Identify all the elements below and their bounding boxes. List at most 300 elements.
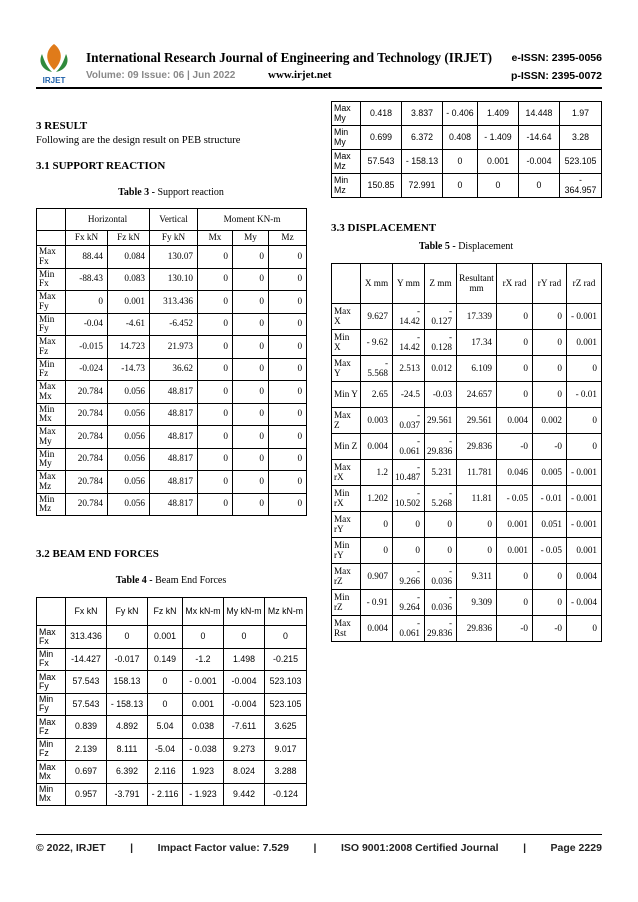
table-cell: - 0.001 [183,671,224,694]
table-cell: 36.62 [150,358,198,381]
table-cell: 0 [533,564,567,590]
row-label: Min Mz [332,174,361,198]
row-label: Min Fx [37,648,66,671]
table-cell: 0 [361,512,393,538]
table-cell: 6.372 [402,126,443,150]
table-row [37,358,307,381]
row-label: Min Fx [37,268,66,291]
row-label: Max rY [332,512,361,538]
table-cell: 48.817 [150,426,198,449]
table-cell: -6.452 [150,313,198,336]
table-cell: -0 [497,616,533,642]
table-cell: 0 [233,471,269,494]
table-row [37,626,307,649]
table-cell: - 0.01 [567,382,602,408]
table-row [37,471,307,494]
table-cell: 0.038 [183,716,224,739]
table-row [37,716,307,739]
table-cell: 6.392 [107,761,148,784]
table-cell: 0 [233,426,269,449]
table-cell: - 0.406 [443,102,478,126]
column-header: Mx kN-m [183,598,224,626]
table-cell: 0 [497,304,533,330]
column-header: Fy kN [107,598,148,626]
table-row [37,493,307,516]
table-cell: 29.561 [457,408,497,434]
table-cell: 20.784 [66,426,108,449]
table-cell: 0 [425,512,457,538]
subheading-beam-end-forces: 3.2 BEAM END FORCES [36,548,159,560]
beam-end-forces-table [36,597,307,806]
table-cell: 14.448 [519,102,560,126]
table-cell: - 9.62 [361,330,393,356]
table-cell: 0 [497,590,533,616]
table-cell: 0.149 [148,648,183,671]
row-label: Max Mz [332,150,361,174]
table-cell: 523.103 [265,671,307,694]
table-cell: 0.001 [497,538,533,564]
row-label: Max Mx [37,761,66,784]
table-cell: 0.056 [108,493,150,516]
table-cell: 0 [233,381,269,404]
table-row [332,174,602,198]
table-cell: 0 [198,403,233,426]
table-cell: - 10.487 [393,460,425,486]
table-row [37,738,307,761]
column-header: Fx kN [66,598,107,626]
row-label: Max Z [332,408,361,434]
table-row [332,434,602,460]
table-row [37,403,307,426]
table-cell: 0 [497,382,533,408]
table-cell: 0.001 [497,512,533,538]
table-cell: 0.408 [443,126,478,150]
table-cell: 158.13 [107,671,148,694]
table-cell: 11.781 [457,460,497,486]
row-label: Min Y [332,382,361,408]
table-cell: 29.561 [425,408,457,434]
row-label: Max Mx [37,381,66,404]
table-cell: 0 [183,626,224,649]
table-cell: 0 [393,512,425,538]
table-cell: 0.001 [148,626,183,649]
table-cell: -14.73 [108,358,150,381]
table-cell: 0 [457,512,497,538]
table-cell: 0 [198,426,233,449]
table-cell: 8.024 [224,761,265,784]
table-cell: - 0.061 [393,616,425,642]
table-cell: 0.084 [108,246,150,269]
table-row [332,512,602,538]
table-row [332,590,602,616]
table-cell: 0.056 [108,381,150,404]
table-cell: 0 [269,336,307,359]
table-cell: 3.288 [265,761,307,784]
table-cell: -1.2 [183,648,224,671]
table-cell: 9.017 [265,738,307,761]
table-cell: - 0.061 [393,434,425,460]
table-cell: 0.004 [567,564,602,590]
table-cell: 0 [533,356,567,382]
table-cell: 0 [567,356,602,382]
table-cell: 0 [567,616,602,642]
table-cell: -0.004 [519,150,560,174]
table-cell: -0.03 [425,382,457,408]
table3-caption: Table 3 - Support reaction [118,187,224,198]
column-header: Resultant mm [457,264,497,304]
table-cell: 0.003 [361,408,393,434]
table-cell: 0 [457,538,497,564]
table-cell: 9.273 [224,738,265,761]
table-cell: 5.04 [148,716,183,739]
table-cell: -5.04 [148,738,183,761]
table-cell: 2.513 [393,356,425,382]
table-cell: - 0.001 [567,486,602,512]
table-cell: - 1.923 [183,783,224,806]
table-cell: 20.784 [66,471,108,494]
table-cell: 0 [198,246,233,269]
table-cell: 0 [533,304,567,330]
support-reaction-table [36,208,307,516]
table-cell: 0.004 [497,408,533,434]
table-cell: - 2.116 [148,783,183,806]
row-label: Max Rst [332,616,361,642]
table-cell: -0.124 [265,783,307,806]
table-cell: 0 [269,471,307,494]
table-cell: -0 [533,616,567,642]
table-cell: - 1.409 [478,126,519,150]
table-cell: 9.311 [457,564,497,590]
table-row [332,486,602,512]
table-cell: -4.61 [108,313,150,336]
table-row [332,102,602,126]
row-label: Max My [332,102,361,126]
section-heading-result: 3 RESULT [36,120,88,132]
table-cell: 0 [265,626,307,649]
table-cell: 0.001 [108,291,150,314]
table-cell: 0 [269,448,307,471]
table-cell: 313.436 [150,291,198,314]
table-cell: 24.657 [457,382,497,408]
table-cell: 0.957 [66,783,107,806]
table-cell: - 0.05 [497,486,533,512]
table-cell: 17.339 [457,304,497,330]
table-cell: 1.2 [361,460,393,486]
journal-website: www.irjet.net [268,69,332,81]
table-cell: 48.817 [150,381,198,404]
column-header: Mz kN-m [265,598,307,626]
table-cell: -88.43 [66,268,108,291]
beam-end-forces-table-continued [331,101,602,198]
table-cell: 0.083 [108,268,150,291]
table-cell: -0.017 [107,648,148,671]
table-cell: -0 [533,434,567,460]
table-cell: 0 [533,330,567,356]
row-label: Max rX [332,460,361,486]
table-cell: -14.427 [66,648,107,671]
table-cell: - 0.91 [361,590,393,616]
table-cell: 57.543 [66,693,107,716]
impact-factor: Impact Factor value: 7.529 [157,842,289,854]
table-cell: - 0.038 [183,738,224,761]
table-cell: - 0.05 [533,538,567,564]
table-cell: 0.418 [361,102,402,126]
row-label: Min Z [332,434,361,460]
table-cell: 1.409 [478,102,519,126]
table-cell: - 0.128 [425,330,457,356]
table-cell: 0 [107,626,148,649]
table-cell: - 14.42 [393,304,425,330]
table-cell: 48.817 [150,403,198,426]
table-cell: 0 [269,291,307,314]
row-label: Min Fy [37,693,66,716]
copyright: © 2022, IRJET [36,842,106,854]
journal-title: International Research Journal of Engineering and Technology (IRJET) [86,50,493,65]
table-cell: 0.697 [66,761,107,784]
table-cell: 0 [198,313,233,336]
table-cell: -24.5 [393,382,425,408]
table-cell: 0 [198,358,233,381]
table-cell: 3.28 [560,126,602,150]
table-cell: 0.002 [533,408,567,434]
table-cell: - 0.001 [567,512,602,538]
table-row [37,381,307,404]
table-cell: -0 [497,434,533,460]
table-row [37,448,307,471]
table-cell: 0.005 [533,460,567,486]
table-cell: 20.784 [66,448,108,471]
table-cell: 8.111 [107,738,148,761]
row-label: Min My [37,448,66,471]
table-cell: - 158.13 [402,150,443,174]
column-header: Z mm [425,264,457,304]
table-cell: 1.498 [224,648,265,671]
result-paragraph: Following are the design result on PEB structure [36,135,241,146]
table-row [332,304,602,330]
table5-caption: Table 5 - Displacement [418,241,514,252]
eissn: e-ISSN: 2395-0056 [511,52,602,64]
table-cell: 0 [198,268,233,291]
table-cell: 0 [233,268,269,291]
row-label: Max Mz [37,471,66,494]
row-label: Max Fy [37,291,66,314]
row-label: Min Mx [37,403,66,426]
table-row [37,648,307,671]
column-header: Y mm [393,264,425,304]
table-cell: -0.004 [224,671,265,694]
table-cell: - 29.836 [425,434,457,460]
table-cell: -0.004 [224,693,265,716]
table-cell: 130.10 [150,268,198,291]
table-cell: 6.109 [457,356,497,382]
table-row [332,564,602,590]
pissn: p-ISSN: 2395-0072 [510,70,602,82]
table-row [37,761,307,784]
table-cell: - 0.004 [567,590,602,616]
column-header: rY rad [533,264,567,304]
table-row [332,330,602,356]
table-row [37,783,307,806]
table-cell: 57.543 [66,671,107,694]
table-cell: - 0.001 [567,460,602,486]
table-cell: - 0.01 [533,486,567,512]
table-cell: 0 [269,268,307,291]
table-row [332,382,602,408]
table-cell: 0 [233,493,269,516]
row-label: Min rX [332,486,361,512]
group-header: Vertical [150,209,198,231]
table-row [332,408,602,434]
table-cell: 2.116 [148,761,183,784]
row-label: Min Fy [37,313,66,336]
table-cell: 0 [533,382,567,408]
table-cell: - 10.502 [393,486,425,512]
table-cell: 57.543 [361,150,402,174]
table-row [37,336,307,359]
table-cell: 0 [233,291,269,314]
table-cell: 0 [269,313,307,336]
table-cell: 0.012 [425,356,457,382]
table-row [37,246,307,269]
table-cell: 0 [198,381,233,404]
table-cell: - 5.568 [361,356,393,382]
table-cell: 0 [269,426,307,449]
table-cell: 0 [269,381,307,404]
table-cell: 0 [478,174,519,198]
iso-certification: ISO 9001:2008 Certified Journal [340,842,499,854]
table-cell: - 5.268 [425,486,457,512]
table-cell: - 0.037 [393,408,425,434]
table-row [37,671,307,694]
column-header: My [233,231,269,246]
table-cell: 0 [269,403,307,426]
table-cell: 0 [361,538,393,564]
table-cell: -0.215 [265,648,307,671]
table-cell: 1.97 [560,102,602,126]
table-cell: 0 [533,590,567,616]
table-cell: 0.839 [66,716,107,739]
table-cell: - 0.127 [425,304,457,330]
table-cell: 0 [233,403,269,426]
table-cell: 0 [233,246,269,269]
table-cell: - 0.001 [567,304,602,330]
table-cell: 0.004 [361,616,393,642]
row-label: Min Fz [37,358,66,381]
table-cell: 0.907 [361,564,393,590]
table-cell: 0 [269,493,307,516]
table-cell: 0 [393,538,425,564]
table-cell: 0.699 [361,126,402,150]
table-cell: 0.001 [478,150,519,174]
table-cell: 0 [233,358,269,381]
table-cell: -0.015 [66,336,108,359]
table-cell: 21.973 [150,336,198,359]
table-row [332,150,602,174]
row-label: Min My [332,126,361,150]
table-cell: 0 [148,671,183,694]
row-label: Min X [332,330,361,356]
displacement-table [331,263,602,642]
table-cell: -0.024 [66,358,108,381]
table-row [332,356,602,382]
table-cell: 0.051 [533,512,567,538]
column-header: X mm [361,264,393,304]
table-cell: -14.64 [519,126,560,150]
page-footer: © 2022, IRJET | Impact Factor value: 7.529 | ISO 9001:2008 Certified Journal | Page 2229 [36,842,602,854]
table-cell: 0 [198,448,233,471]
table-cell: 0 [497,356,533,382]
table-row [37,268,307,291]
row-label: Max X [332,304,361,330]
column-header: My kN-m [224,598,265,626]
table-row [332,538,602,564]
table-cell: 0.056 [108,448,150,471]
page-number: Page 2229 [550,842,602,854]
table-cell: 9.627 [361,304,393,330]
column-header: rZ rad [567,264,602,304]
table-cell: 3.625 [265,716,307,739]
irjet-logo-icon [36,40,72,86]
row-label: Max Fz [37,336,66,359]
table-cell: 48.817 [150,493,198,516]
table-cell: 5.231 [425,460,457,486]
table-cell: -7.611 [224,716,265,739]
row-label: Min rY [332,538,361,564]
table-cell: 0 [198,493,233,516]
row-label: Min Fz [37,738,66,761]
row-label: Max Fz [37,716,66,739]
table-cell: 72.991 [402,174,443,198]
table-row [37,426,307,449]
table-cell: 3.837 [402,102,443,126]
table-cell: 0 [148,693,183,716]
row-label: Min Mz [37,493,66,516]
table-cell: 0 [233,448,269,471]
table-cell: 0.001 [567,330,602,356]
group-header: Horizontal [66,209,150,231]
table-cell: - 9.264 [393,590,425,616]
column-header: Fy kN [150,231,198,246]
table-cell: 0 [233,313,269,336]
table-cell: - 0.036 [425,564,457,590]
volume-issue: Volume: 09 Issue: 06 | Jun 2022 [86,70,236,81]
column-header: Fx kN [66,231,108,246]
table-cell: 0 [198,291,233,314]
group-header: Moment KN-m [198,209,307,231]
table-cell: 48.817 [150,448,198,471]
table-cell: 0.001 [567,538,602,564]
row-label: Max Fx [37,246,66,269]
table-cell: 0 [269,358,307,381]
row-label: Max rZ [332,564,361,590]
table-cell: 0 [66,291,108,314]
table-cell: 4.892 [107,716,148,739]
table-cell: 0 [233,336,269,359]
table-cell: - 29.836 [425,616,457,642]
table-cell: 150.85 [361,174,402,198]
table-cell: 0.004 [361,434,393,460]
table-cell: 48.817 [150,471,198,494]
table-cell: 130.07 [150,246,198,269]
row-label: Min Mx [37,783,66,806]
table-cell: 20.784 [66,403,108,426]
table-cell: - 364.957 [560,174,602,198]
table-cell: 0 [198,471,233,494]
table-cell: 0 [567,434,602,460]
table-cell: 9.442 [224,783,265,806]
table-cell: 1.923 [183,761,224,784]
table-cell: 0 [497,330,533,356]
